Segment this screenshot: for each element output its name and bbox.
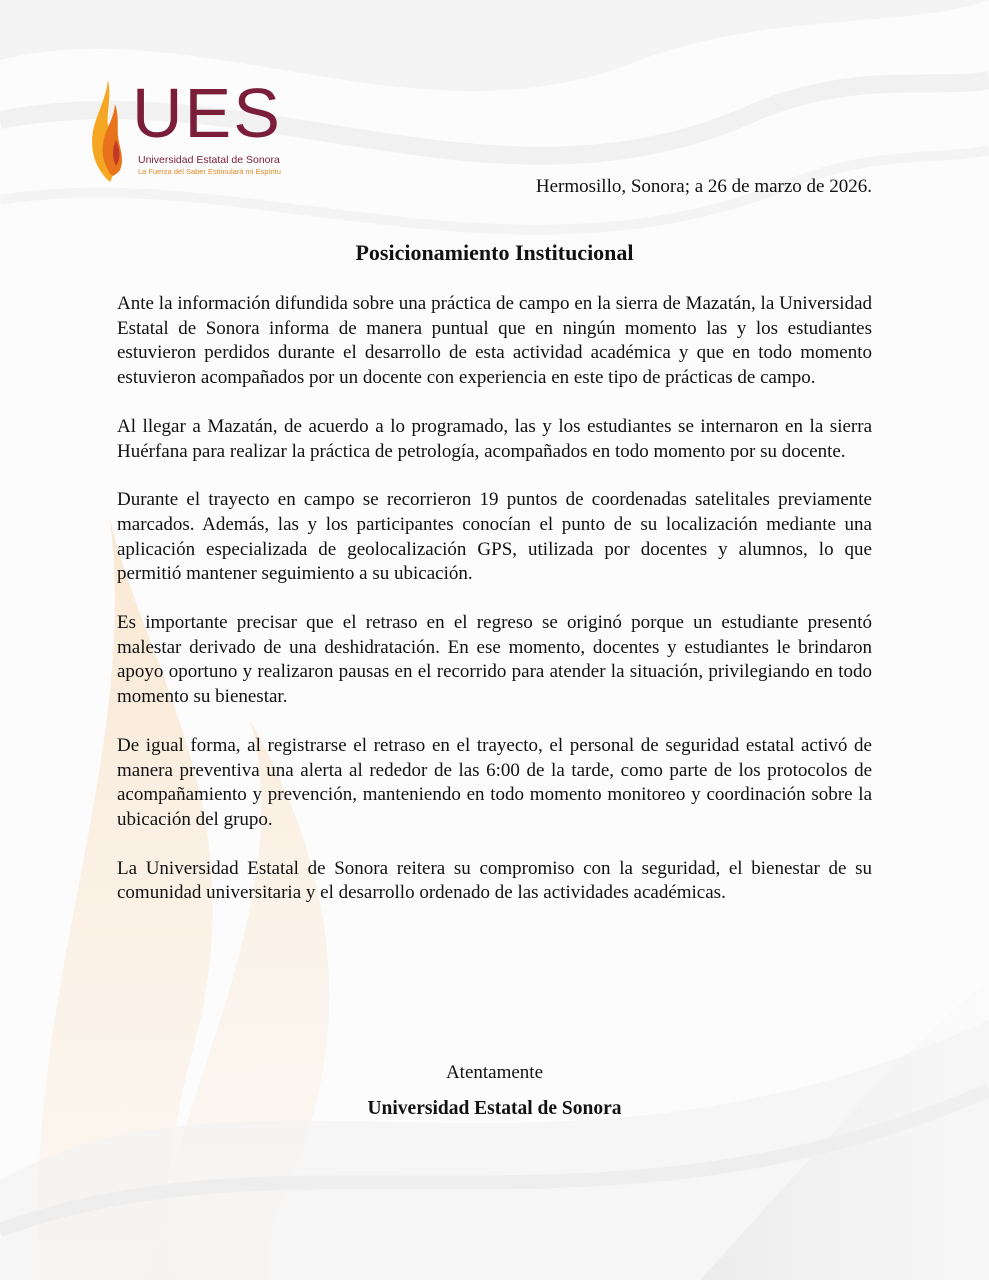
flame-icon bbox=[86, 78, 130, 182]
logo-university-name: Universidad Estatal de Sonora bbox=[138, 154, 280, 166]
paragraph: Es importante precisar que el retraso en el regreso se originó porque un estudiante presentó malestar derivado de una deshidratación. En ese momento, docentes y estudiantes le brindaron apoyo oportuno y realizaron pausas en el recorrido para atender la situación, privilegiando en todo momento su bienestar. bbox=[117, 612, 872, 708]
paragraph: Al llegar a Mazatán, de acuerdo a lo programado, las y los estudiantes se internaron en la sierra Huérfana para realizar la práctica de petrología, acompañados en todo momento por su docente. bbox=[117, 415, 872, 462]
dateline: Hermosillo, Sonora; a 26 de marzo de 2026. bbox=[535, 176, 872, 197]
document-body bbox=[117, 292, 872, 930]
document-title: Posicionamiento Institucional bbox=[355, 240, 634, 265]
ues-logo bbox=[86, 74, 286, 182]
paragraph: Ante la información difundida sobre una práctica de campo en la sierra de Mazatán, la Universidad Estatal de Sonora informa de manera puntual que en ningún momento las y los estudiantes estuvieron perdidos durante el desarrollo de esta actividad académica y que en todo momento estuvieron acompañados por un docente con experiencia en este tipo de prácticas de campo. bbox=[117, 293, 872, 389]
paragraph: Durante el trayecto en campo se recorrieron 19 puntos de coordenadas satelitales previamente marcados. Además, las y los participantes conocían el punto de su localización mediante una aplicación especializada de geolocalización GPS, utilizada por docentes y alumnos, lo que permitió mantener seguimiento a su ubicación. bbox=[117, 489, 872, 585]
logo-motto: La Fuerza del Saber Estimulará mi Espíritu bbox=[138, 167, 281, 176]
signature: Universidad Estatal de Sonora bbox=[367, 1098, 622, 1119]
paragraph: De igual forma, al registrarse el retraso en el trayecto, el personal de seguridad estatal activó de manera preventiva una alerta al rededor de las 6:00 de la tarde, como parte de los protocolos de acompañamiento y prevención, manteniendo en todo momento monitoreo y coordinación sobre la ubicación del grupo. bbox=[117, 734, 872, 830]
closing: Atentamente bbox=[445, 1062, 544, 1083]
paragraph: La Universidad Estatal de Sonora reitera su compromiso con la seguridad, el bienestar de su comunidad universitaria y el desarrollo ordenado de las actividades académicas. bbox=[117, 857, 872, 904]
logo-wordmark: UES bbox=[132, 74, 282, 152]
